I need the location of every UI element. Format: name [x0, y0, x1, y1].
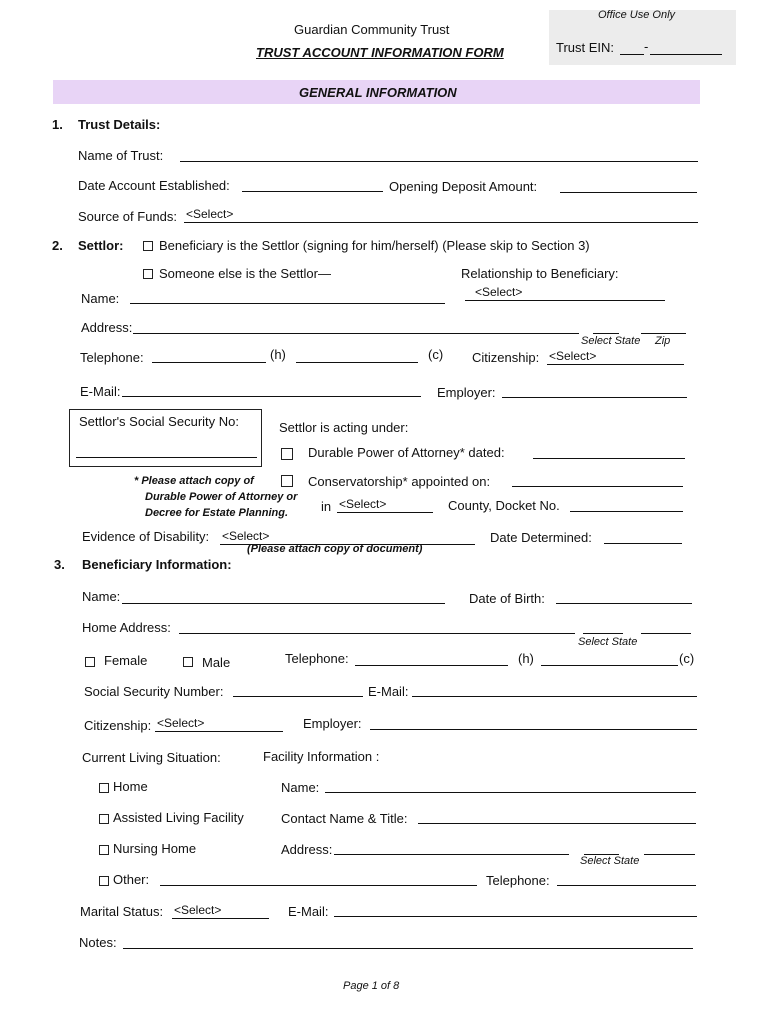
notes-field[interactable] — [123, 948, 693, 949]
beneficiary-phone-home-label: (h) — [518, 651, 534, 666]
settlor-zip-label: Zip — [655, 335, 671, 347]
home-zip-field[interactable] — [641, 633, 691, 634]
county-value: <Select> — [339, 497, 387, 511]
female-checkbox[interactable] — [85, 657, 95, 667]
settlor-select-state-label: Select State — [581, 335, 641, 347]
org-name: Guardian Community Trust — [294, 22, 450, 37]
male-checkbox[interactable] — [183, 657, 193, 667]
poa-date-field[interactable] — [533, 458, 685, 459]
other-field[interactable] — [160, 885, 477, 886]
settlor-ssn-box — [69, 409, 262, 467]
office-use-box — [549, 10, 736, 65]
source-of-funds-select[interactable] — [184, 207, 698, 223]
beneficiary-email-label: E-Mail: — [368, 684, 409, 699]
beneficiary-name-field[interactable] — [122, 603, 445, 604]
attach-note-line-1: * Please attach copy of — [134, 475, 254, 487]
beneficiary-phone-cell-field[interactable] — [541, 665, 678, 666]
source-of-funds-label: Source of Funds: — [78, 209, 177, 224]
nursing-home-checkbox[interactable] — [99, 845, 109, 855]
beneficiary-citizenship-select[interactable] — [155, 716, 283, 732]
settlor-employer-field[interactable] — [502, 397, 687, 398]
page-number: Page 1 of 8 — [343, 980, 400, 992]
section-3-number: 3. — [54, 557, 65, 572]
relationship-select[interactable] — [465, 285, 665, 301]
female-label: Female — [104, 653, 148, 668]
date-established-field[interactable] — [242, 191, 383, 192]
county-select[interactable] — [337, 497, 433, 513]
other-checkbox[interactable] — [99, 876, 109, 886]
section-bar — [53, 80, 700, 104]
settlor-name-field[interactable] — [130, 303, 445, 304]
section-2-title: Settlor: — [78, 238, 124, 253]
settlor-zip-field[interactable] — [641, 333, 686, 334]
home-address-field[interactable] — [179, 633, 575, 634]
home-label: Home — [113, 779, 148, 794]
beneficiary-is-settlor-checkbox[interactable] — [143, 241, 153, 251]
settlor-citizenship-select[interactable] — [547, 349, 684, 365]
relationship-value: <Select> — [475, 285, 523, 299]
settlor-phone-home-field[interactable] — [152, 362, 266, 363]
trust-ein-separator: - — [644, 39, 649, 54]
other-label: Other: — [113, 872, 150, 887]
beneficiary-email-field[interactable] — [412, 696, 697, 697]
settlor-citizenship-label: Citizenship: — [472, 350, 540, 365]
assisted-living-checkbox[interactable] — [99, 814, 109, 824]
beneficiary-ssn-field[interactable] — [233, 696, 363, 697]
evidence-of-disability-value: <Select> — [222, 529, 270, 543]
beneficiary-name-label: Name: — [82, 589, 121, 604]
evidence-of-disability-label: Evidence of Disability: — [82, 529, 210, 544]
beneficiary-dob-label: Date of Birth: — [469, 591, 545, 606]
trust-ein-field-2[interactable] — [650, 54, 722, 55]
beneficiary-phone-cell-label: (c) — [679, 651, 695, 666]
facility-telephone-field[interactable] — [557, 885, 696, 886]
settlor-state-field[interactable] — [593, 333, 619, 334]
office-use-label: Office Use Only — [598, 9, 676, 21]
notes-label: Notes: — [79, 935, 117, 950]
beneficiary-ssn-label: Social Security Number: — [84, 684, 224, 699]
facility-select-state-label: Select State — [580, 855, 640, 867]
facility-info-label: Facility Information : — [263, 749, 380, 764]
settlor-phone-home-label: (h) — [270, 347, 286, 362]
source-of-funds-value: <Select> — [186, 207, 234, 221]
settlor-ssn-label: Settlor's Social Security No: — [79, 414, 239, 429]
assisted-living-label: Assisted Living Facility — [113, 810, 244, 825]
section-bar-title: GENERAL INFORMATION — [299, 85, 457, 100]
date-established-label: Date Account Established: — [78, 178, 230, 193]
conservatorship-checkbox[interactable] — [281, 475, 293, 487]
facility-address-field[interactable] — [334, 854, 569, 855]
beneficiary-employer-field[interactable] — [370, 729, 697, 730]
marital-email-label: E-Mail: — [288, 904, 329, 919]
conservatorship-date-field[interactable] — [512, 486, 683, 487]
male-label: Male — [202, 655, 231, 670]
section-1-number: 1. — [52, 117, 63, 132]
beneficiary-telephone-label: Telephone: — [285, 651, 349, 666]
poa-checkbox[interactable] — [281, 448, 293, 460]
marital-status-select[interactable] — [172, 903, 269, 919]
beneficiary-employer-label: Employer: — [303, 716, 362, 731]
facility-telephone-label: Telephone: — [486, 873, 550, 888]
beneficiary-citizenship-value: <Select> — [157, 716, 205, 730]
someone-else-settlor-checkbox[interactable] — [143, 269, 153, 279]
date-determined-field[interactable] — [604, 543, 682, 544]
section-2-number: 2. — [52, 238, 63, 253]
someone-else-settlor-label: Someone else is the Settlor— — [159, 266, 331, 281]
opening-deposit-label: Opening Deposit Amount: — [389, 179, 538, 194]
section-1-title: Trust Details: — [78, 117, 161, 132]
beneficiary-phone-home-field[interactable] — [355, 665, 508, 666]
contact-name-label: Contact Name & Title: — [281, 811, 408, 826]
settlor-address-field[interactable] — [133, 333, 579, 334]
settlor-citizenship-value: <Select> — [549, 349, 597, 363]
opening-deposit-field[interactable] — [560, 192, 697, 193]
beneficiary-citizenship-label: Citizenship: — [84, 718, 152, 733]
section-3-title: Beneficiary Information: — [82, 557, 232, 572]
trust-ein-label: Trust EIN: — [556, 40, 615, 55]
acting-under-label: Settlor is acting under: — [279, 420, 409, 435]
settlor-phone-cell-field[interactable] — [296, 362, 418, 363]
attach-note-line-2: Durable Power of Attorney or — [145, 491, 298, 503]
name-of-trust-label: Name of Trust: — [78, 148, 164, 163]
marital-email-field[interactable] — [334, 916, 697, 917]
facility-name-label: Name: — [281, 780, 320, 795]
relationship-label: Relationship to Beneficiary: — [461, 266, 619, 281]
nursing-home-label: Nursing Home — [113, 841, 197, 856]
home-address-label: Home Address: — [82, 620, 171, 635]
settlor-ssn-field[interactable] — [76, 457, 257, 458]
settlor-employer-label: Employer: — [437, 385, 496, 400]
conservatorship-label: Conservatorship* appointed on: — [308, 474, 491, 489]
settlor-telephone-label: Telephone: — [80, 350, 144, 365]
settlor-address-label: Address: — [81, 320, 133, 335]
facility-name-field[interactable] — [325, 792, 696, 793]
trust-ein-field-1[interactable] — [620, 54, 644, 55]
docket-number-field[interactable] — [570, 511, 683, 512]
facility-address-label: Address: — [281, 842, 333, 857]
settlor-email-label: E-Mail: — [80, 384, 121, 399]
beneficiary-is-settlor-label: Beneficiary is the Settlor (signing for him/herself) (Please skip to Section 3) — [159, 238, 590, 253]
marital-status-value: <Select> — [174, 903, 222, 917]
facility-zip-field[interactable] — [644, 854, 695, 855]
marital-status-label: Marital Status: — [80, 904, 164, 919]
home-select-state-label: Select State — [578, 636, 638, 648]
settlor-phone-cell-label: (c) — [428, 347, 444, 362]
county-docket-label: County, Docket No. — [448, 498, 560, 513]
contact-name-field[interactable] — [418, 823, 696, 824]
date-determined-label: Date Determined: — [490, 530, 592, 545]
beneficiary-dob-field[interactable] — [556, 603, 692, 604]
home-state-field[interactable] — [583, 633, 623, 634]
home-checkbox[interactable] — [99, 783, 109, 793]
poa-label: Durable Power of Attorney* dated: — [308, 445, 505, 460]
form-title: TRUST ACCOUNT INFORMATION FORM — [256, 45, 504, 60]
county-in-label: in — [321, 499, 332, 514]
living-situation-label: Current Living Situation: — [82, 750, 221, 765]
attach-note-line-3: Decree for Estate Planning. — [145, 507, 289, 519]
settlor-name-label: Name: — [81, 291, 120, 306]
attach-document-note: (Please attach copy of document) — [247, 543, 423, 555]
settlor-email-field[interactable] — [122, 396, 421, 397]
name-of-trust-field[interactable] — [180, 161, 698, 162]
